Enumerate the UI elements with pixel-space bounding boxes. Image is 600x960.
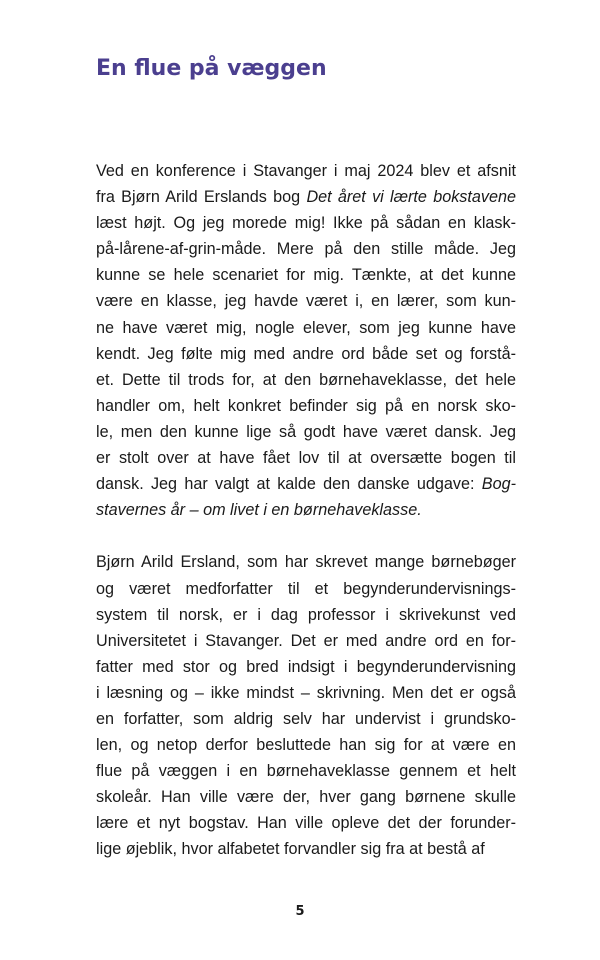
paragraph-gap	[96, 523, 516, 549]
text-line	[96, 654, 516, 680]
text-line	[96, 184, 516, 210]
text-segment: flue på væggen i en børnehaveklasse gennem et helt	[96, 762, 516, 781]
text-segment: lige øjeblik, hvor alfabetet forvandler sig fra at bestå af	[96, 840, 485, 859]
text-line	[96, 367, 516, 393]
text-line	[96, 262, 516, 288]
text-segment: være en klasse, jeg havde været i, en lærer, som kun-	[96, 292, 516, 311]
text-segment: dansk. Jeg har valgt at kalde den danske udgave:	[96, 475, 482, 494]
text-segment: system til norsk, er i dag professor i skrivekunst ved	[96, 605, 516, 624]
text-segment: kendt. Jeg følte mig med andre ord både set og forstå-	[96, 344, 516, 363]
chapter-title: En flue på væggen	[96, 56, 327, 81]
text-segment: le, men den kunne lige så godt have været dansk. Jeg	[96, 422, 516, 441]
text-segment: læst højt. Og jeg morede mig! Ikke på sådan en klask-	[96, 214, 516, 233]
text-segment: er stolt over at have fået lov til at oversætte bogen til	[96, 449, 516, 468]
paragraph	[96, 549, 516, 862]
text-segment: handler om, helt konkret befinder sig på en norsk sko-	[96, 396, 516, 415]
body-text	[96, 158, 516, 863]
text-line	[96, 706, 516, 732]
text-line	[96, 784, 516, 810]
text-segment: i læsning og – ikke mindst – skrivning. Men det er også	[96, 683, 516, 702]
text-line	[96, 210, 516, 236]
text-line	[96, 288, 516, 314]
text-line	[96, 758, 516, 784]
text-line	[96, 236, 516, 262]
text-line	[96, 497, 516, 523]
text-segment: en forfatter, som aldrig selv har undervist i grundsko-	[96, 709, 516, 728]
text-segment: len, og netop derfor besluttede han sig for at være en	[96, 736, 516, 755]
text-line	[96, 732, 516, 758]
text-line	[96, 602, 516, 628]
text-segment: lære et nyt bogstav. Han ville opleve det der forunder-	[96, 814, 516, 833]
text-segment: et. Dette til trods for, at den børnehaveklasse, det hele	[96, 370, 516, 389]
text-line	[96, 315, 516, 341]
italic-text: Bog-	[481, 475, 516, 494]
text-line	[96, 419, 516, 445]
text-segment: kunne se hele scenariet for mig. Tænkte, at det kunne	[96, 266, 516, 285]
text-segment: på-lårene-af-grin-måde. Mere på den stille måde. Jeg	[96, 240, 516, 259]
text-line	[96, 680, 516, 706]
text-line	[96, 576, 516, 602]
text-line	[96, 471, 516, 497]
page-number: 5	[295, 904, 305, 919]
text-segment: Ved en konference i Stavanger i maj 2024 blev et afsnit	[96, 162, 516, 180]
text-segment: Bjørn Arild Ersland, som har skrevet mange børnebøger	[96, 553, 516, 572]
text-line	[96, 810, 516, 836]
text-segment: fra Bjørn Arild Erslands bog	[96, 188, 307, 207]
text-segment: skoleår. Han ville være der, hver gang børnene skulle	[96, 788, 516, 807]
text-line	[96, 158, 516, 184]
text-line	[96, 549, 516, 575]
text-segment: fatter med stor og bred indsigt i begynderundervisning	[96, 657, 516, 676]
italic-text: Det året vi lærte bokstavene	[306, 188, 516, 207]
text-segment: Universitetet i Stavanger. Det er med andre ord en for-	[96, 631, 516, 650]
text-line	[96, 628, 516, 654]
text-segment: ne have været mig, nogle elever, som jeg kunne have	[96, 318, 516, 337]
text-line	[96, 836, 516, 862]
paragraph	[96, 158, 516, 523]
text-line	[96, 445, 516, 471]
text-segment: og været medforfatter til et begynderundervisnings-	[96, 579, 516, 598]
text-line	[96, 393, 516, 419]
italic-text: stavernes år – om livet i en børnehaveklasse.	[96, 501, 422, 520]
text-line	[96, 341, 516, 367]
